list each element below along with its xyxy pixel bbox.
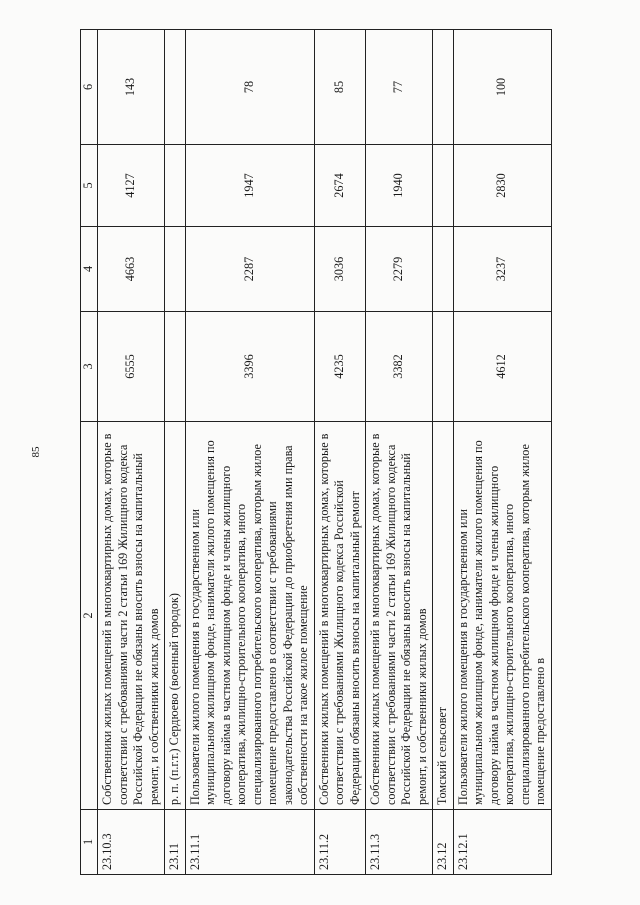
row-value-col4: 2287 (185, 227, 314, 312)
row-value-col5: 1940 (366, 145, 433, 227)
row-value-col3: 4235 (314, 312, 366, 422)
row-value-col3: 3396 (185, 312, 314, 422)
row-value-col3 (433, 312, 454, 422)
row-description: р. п. (п.г.т.) Сердюево (военный городок) (165, 422, 186, 810)
row-value-col3: 3382 (366, 312, 433, 422)
row-value-col4: 2279 (366, 227, 433, 312)
row-value-col6: 77 (366, 30, 433, 145)
row-value-col4: 3036 (314, 227, 366, 312)
page-number: 85 (30, 446, 42, 458)
row-value-col5: 2674 (314, 145, 366, 227)
header-row (81, 30, 98, 875)
row-value-col3: 6555 (98, 312, 165, 422)
row-description: Собственники жилых помещений в многоквартирных домах, которые в соответствии с требованиями части 2 статьи 169 Жилищного кодекса Российской Федерации не обязаны вносить взносы на капитальный ремонт, и собственники жилых домов (366, 422, 433, 810)
row-description: Пользователи жилого помещения в государственном или муниципальном жилищном фонде, наниматели жилого помещения по договору найма в частном жилищном фонде и члены жилищного кооператива, жилищно-строительного кооператива, иного специализированного потребительского кооператива, которым жилое помещение предоставлено в соответствии с требованиями законодательства Российской Федерации до приобретения ими права собственности на такое жилое помещение (185, 422, 314, 810)
header-cell: 2 (81, 422, 98, 810)
row-value-col6: 143 (98, 30, 165, 145)
header-cell: 3 (81, 312, 98, 422)
row-description: Собственники жилых помещений в многоквартирных домах, которые в соответствии с требованиями части 2 статьи 169 Жилищного кодекса Российской Федерации не обязаны вносить взносы на капитальный ремонт, и собственники жилых домов (98, 422, 165, 810)
row-description: Томский сельсовет (433, 422, 454, 810)
row-value-col5 (165, 145, 186, 227)
row-value-col4: 3237 (453, 227, 551, 312)
header-cell: 6 (81, 30, 98, 145)
header-cell: 1 (81, 810, 98, 875)
table-row (453, 30, 551, 875)
row-value-col4 (433, 227, 454, 312)
row-code: 23.10.3 (98, 810, 165, 875)
row-value-col6 (165, 30, 186, 145)
table-rotated-frame (80, 30, 640, 870)
row-value-col5: 1947 (185, 145, 314, 227)
header-cell: 4 (81, 227, 98, 312)
tariff-table (80, 29, 552, 875)
row-value-col4: 4663 (98, 227, 165, 312)
row-code: 23.12 (433, 810, 454, 875)
table-row (98, 30, 165, 875)
row-value-col6: 100 (453, 30, 551, 145)
row-value-col5: 2830 (453, 145, 551, 227)
table-row (314, 30, 366, 875)
row-code: 23.11.1 (185, 810, 314, 875)
row-description: Пользователи жилого помещения в государственном или муниципальном жилищном фонде, наниматели жилого помещения по договору найма в частном жилищном фонде и члены жилищного кооператива, жилищно-строительного кооператива, иного специализированного потребительского кооператива, которым жилое помещение предоставлено в (453, 422, 551, 810)
row-value-col6: 78 (185, 30, 314, 145)
header-cell: 5 (81, 145, 98, 227)
row-value-col3 (165, 312, 186, 422)
row-value-col5 (433, 145, 454, 227)
row-value-col6: 85 (314, 30, 366, 145)
row-value-col4 (165, 227, 186, 312)
row-value-col5: 4127 (98, 145, 165, 227)
table-row (165, 30, 186, 875)
row-value-col6 (433, 30, 454, 145)
table-row (366, 30, 433, 875)
row-code: 23.12.1 (453, 810, 551, 875)
row-description: Собственники жилых помещений в многоквартирных домах, которые в соответствии с требованиями Жилищного кодекса Российской Федерации обязаны вносить взносы на капитальный ремонт (314, 422, 366, 810)
row-value-col3: 4612 (453, 312, 551, 422)
row-code: 23.11 (165, 810, 186, 875)
table-container (80, 30, 625, 875)
table-row (433, 30, 454, 875)
table-row (185, 30, 314, 875)
row-code: 23.11.3 (366, 810, 433, 875)
row-code: 23.11.2 (314, 810, 366, 875)
